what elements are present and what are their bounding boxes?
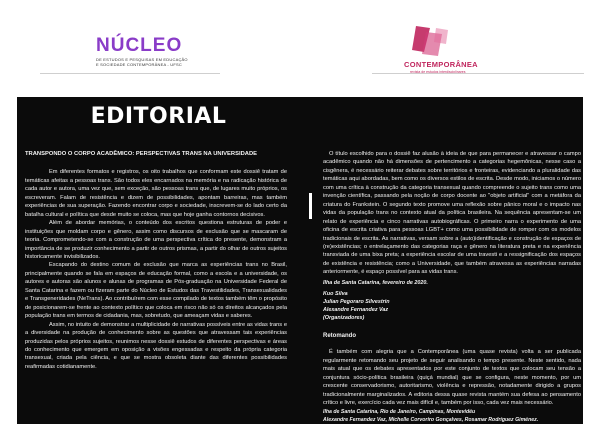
- nucleo-logo: [96, 36, 196, 76]
- signature-name: Alexandre Fernandez Vaz: [323, 306, 389, 313]
- nucleo-logo-subtitle-line: DE ESTUDOS E PESQUISAS EM EDUCAÇÃO: [96, 57, 188, 62]
- header-rule: [40, 73, 220, 74]
- contemporanea-logo-mark: [398, 22, 498, 62]
- editorial-title: EDITORIAL: [90, 104, 227, 129]
- column-divider: [309, 193, 312, 219]
- editorial-panel: [17, 97, 583, 424]
- left-column: [25, 150, 287, 371]
- signature-name: Julian Pegoraro Silvestrin: [323, 298, 390, 305]
- right-column: [323, 150, 581, 425]
- signature-name: (Organizadores): [323, 314, 365, 321]
- retomando-signature-names: Alexandre Fernandez Vaz, Michelle Corvoriro Gonçalves, Rosamar Rodríguez Giménez.: [323, 417, 539, 424]
- right-intro-paragraph: O título escolhido para o dossiê faz alusão à ideia de que para permanecer e atravessar o campo acadêmico quando não há dimensões de pertencimento a categorias hegemônicas, nesse caso a cisgênera, é necessário reiterar debates sobre territórios e fronteiras, evidenciando a pluralidade das temáticas aqui abordadas, bem como os diversos estilos de escrita. Desde modo, iniciamos o número com uma crítica à construção da categoria transexual quando compreende o sujeito trans como uma invenção científica, passando pela noção de corpo docente ao "objeto artificial" com a metáfora da criatura do Frankstein. O segundo texto promove uma reflexão sobre pânico moral e o impacto nas vidas da população trans no contexto atual da política brasileira. Na sequência apresentam-se um relato de experiência e cinco narrativas autobiográficas. O primeiro narra o experimento de uma oficina de escrita criativa para pessoas LGBT+ como uma possibilidade de romper com os modelos tradicionais de escrita. As narrativas, versam sobre a (auto)identificação e construção de espaços de (re)existências; o entrelaçamento das categorias raça e gênero na literatura preta e na experiência transviada de uma bixa preta; a experiência escolar de uma travesti e a ressignificação dos espaços de existência e resistência; como a Universidade, que também atravessa as experiências narradas anteriormente, é espaço possível para as vidas trans.: [323, 151, 581, 276]
- nucleo-logo-wordmark: NÚCLEO: [96, 35, 183, 56]
- retomando-paragraph: É também com alegria que a Contemporânea (uma quase revista) volta a ser publicada regularmente retomando seu projeto de seguir analisando o tempo presente. Neste sentido, nada mais atual que os debates apresentados por este conjunto de textos que colocam seu tensão a conjuntura sócio-política brasileira (quiçá mundial) que se configura, neste momento, por um crescente conservadorismo, autoritarismo, violência e repressão, notadamente dirigido a grupos tradicionalmente marginalizados. A editoria dessa quase revista mantém sua defesa ao pensamento crítico e livre, exercício cada vez mais difícil e, também por isso, cada vez mais necessário.: [323, 349, 581, 406]
- retomando-heading: Retomando: [323, 332, 356, 339]
- signature-name: Kuo Silva: [323, 290, 348, 297]
- contemporanea-logo-subtitle: revista de estudos interdisciplinares: [410, 70, 466, 74]
- left-paragraph: Assim, no intuito de demonstrar a multiplicidade de narrativas possíveis entre as vidas trans e a diversidade na produção de conhecimento sobre as questões que atravessam tais experiências produzidas pelos próprios sujeitos, reunimos nesse dossiê estudos de diferentes perspectivas e áreas do conhecimento que emergem em oposição a visões engessadas e respeito da própria categoria transexual, criada pela ciência, e que se mostra obsoleta diante das diferentes possibilidades reafirmadas cotidianamente.: [25, 321, 287, 370]
- header-rule: [372, 73, 584, 74]
- nucleo-logo-subtitle: [96, 57, 196, 67]
- signature-place-date: Ilha de Santa Catarina, fevereiro de 2020.: [323, 279, 428, 286]
- left-paragraph: Além de abordar memórias, o conteúdo dos escritos questiona estruturas de poder e instituições que moldam corpo e gênero, assim como discursos de exclusão que se mascaram de teoria. Comprometendo-se com a construção de uma perspectiva crítica do presente, demonstram a importância de se produzir conhecimento a partir de outros prismas, a partir do olhar de outros sujeitos historicamente invisibilizados.: [25, 220, 287, 260]
- contemporanea-logo-wordmark: CONTEMPORÂNEA: [404, 60, 478, 69]
- nucleo-logo-subtitle-line: E SOCIEDADE CONTEMPORÂNEA - UFSC: [96, 62, 182, 67]
- retomando-signature-place: Ilha de Santa Catarina, Rio de Janeiro, Campinas, Montevidéu: [323, 409, 476, 416]
- left-paragraph: Escapando do destino comum de exclusão que marca as experiências trans no Brasil, principalmente quando se fala em espaços de educação formal, como a escola e a universidade, os autores e autoras são alunos e alunas de programas de Pós-graduação na Universidade Federal de Santa Catarina e fazem ou fizeram parte do Núcleo de Estudos das Travestilidades, Transexualidades e Transgeneridades (NeTrans). Ao contribuírem com esse compilado de textos também têm o propósito de posicionarem-se frente ao contexto político que coloca em risco não só os direitos alcançados pela população trans em termos de cidadania, mas, sobretudo, que ameaçam vidas e saberes.: [25, 262, 287, 320]
- left-paragraph: Em diferentes formatos e registros, os oito trabalhos que conformam este dossiê tratam de temáticas afeitas a pessoas trans. São todos eles encarnados na memória e na radicação histórica de cada autor e autora, uma vez que, sem exceção, são pessoas trans que, de lugares muito próprios, os escreveram. Falam de resistência e dizem de possibilidades, apontam barreiras, mas também experiências de sua superação. Fazendo encontrar corpo e sociedade, inscrevem-se do lado certo da batalha cultural e política que desde muito se coloca, mas que hoje ganha contornos decisivos.: [25, 169, 287, 218]
- left-column-heading: TRANSPONDO O CORPO ACADÊMICO: PERSPECTIVAS TRANS NA UNIVERSIDADE: [25, 151, 257, 157]
